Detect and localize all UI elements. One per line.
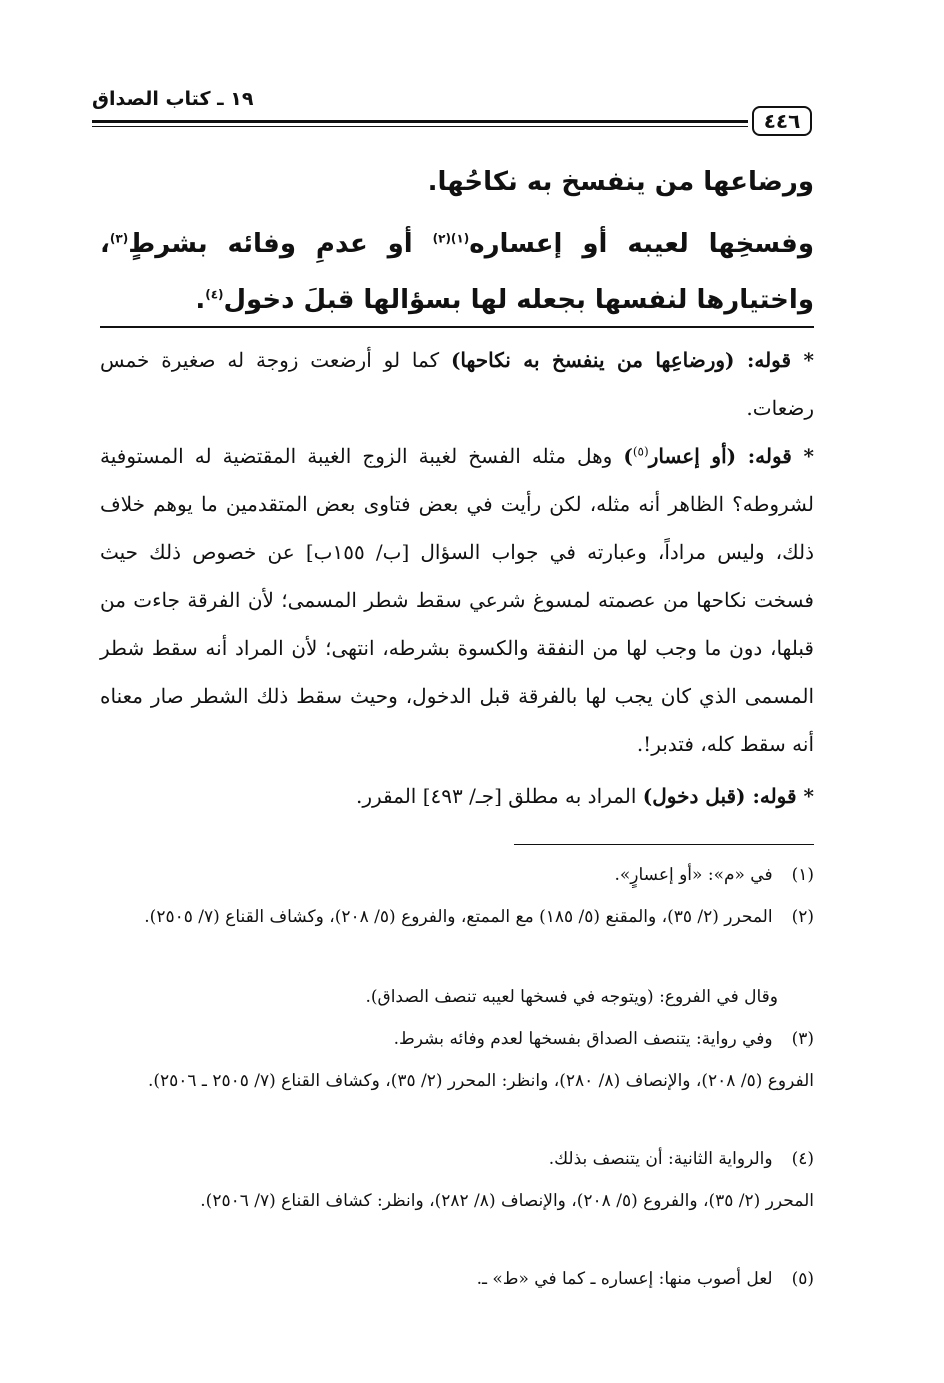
footnote-number: (١) — [791, 865, 814, 885]
commentary-1-text: كما لو أرضعت زوجة له صغيرة خمس رضعات. — [100, 348, 814, 420]
footnote-2-extra — [100, 980, 814, 1014]
footnote-number: (٢) — [791, 907, 814, 927]
page-number-box: ٤٤٦ — [752, 106, 812, 136]
section-divider — [100, 326, 814, 328]
main-text-p1: ورضاعها من ينفسخ به نكاحُها. — [427, 167, 814, 197]
commentary-3-lead: * قوله: (قبل دخول) — [642, 784, 814, 808]
footnote-divider — [514, 844, 814, 845]
main-text-p2-b: أو عدمِ وفائه بشرطٍ — [128, 229, 433, 259]
footnote-ref-5[interactable]: (٥) — [632, 444, 649, 459]
footnote-ref-4[interactable]: (٤) — [205, 287, 224, 302]
header-rule-thin — [92, 126, 748, 127]
commentary-1 — [100, 336, 814, 432]
footnote-2 — [100, 900, 814, 934]
commentary-3-text: المراد به مطلق [جـ/ ٤٩٣] المقرر. — [355, 784, 643, 808]
commentary-2-lead: * قوله: (أو إعسار — [648, 444, 814, 468]
main-text-line-1 — [100, 154, 814, 210]
footnote-text: المحرر (٢/ ٣٥)، والمقنع (٥/ ١٨٥) مع الممتع، والفروع (٥/ ٢٠٨)، وكشاف القناع (٧/ ٢٥٠٥). — [144, 907, 773, 927]
chapter-title: ١٩ ـ كتاب الصداق — [92, 88, 254, 110]
footnote-text: والرواية الثانية: أن يتنصف بذلك. — [548, 1149, 773, 1169]
footnote-text: لعل أصوب منها: إعساره ـ كما في «ط» ـ. — [476, 1269, 773, 1289]
footnote-4-extra — [100, 1184, 814, 1218]
footnote-5 — [100, 1262, 814, 1296]
header-rule — [92, 120, 748, 123]
footnote-extra-text: وقال في الفروع: (ويتوجه في فسخها لعيبه تنصف الصداق). — [365, 987, 778, 1007]
main-text-paragraph-2 — [100, 216, 814, 328]
footnote-number: (٣) — [791, 1029, 814, 1049]
footnote-extra-text: المحرر (٢/ ٣٥)، والفروع (٥/ ٢٠٨)، والإنصاف (٨/ ٢٨٢)، وانظر: كشاف القناع (٧/ ٢٥٠٦). — [200, 1191, 814, 1211]
commentary-2-text: وهل مثله الفسخ لغيبة الزوج الغيبة المقتضية له المستوفية لشروطه؟ الظاهر أنه مثله، لكن رأيت في بعض فتاوى بعض المتقدمين ما يوهم خلاف ذلك، وليس مراداً، وعبارته في جواب السؤال [ب/ ١٥٥ب] عن خصوص ذلك حيث فسخت نكاحها من عصمته لمسوغ شرعي سقط شطر المسمى؛ لأن الفرقة جاءت من قبلها، دون ما وجب لها من النفقة والكسوة بشرطه، انتهى؛ لأن المراد أنه سقط شطر المسمى الذي كان يجب لها بالفرقة قبل الدخول، وحيث سقط ذلك الشطر صار معناه أنه سقط كله، فتدبر!. — [100, 444, 814, 756]
footnote-ref-3[interactable]: (٣) — [109, 231, 129, 246]
footnote-text: في «م»: «أو إعسارٍ». — [614, 865, 773, 885]
footnote-extra-text: الفروع (٥/ ٢٠٨)، والإنصاف (٨/ ٢٨٠)، وانظر: المحرر (٢/ ٣٥)، وكشاف القناع (٧/ ٢٥٠٥ ـ ٢٥٠٦). — [147, 1071, 814, 1091]
footnote-1 — [100, 858, 814, 892]
main-text-p2-a: وفسخِها لعيبه أو إعساره — [469, 229, 814, 259]
commentary-2 — [100, 432, 814, 768]
footnote-number: (٥) — [791, 1269, 814, 1289]
main-text-p2-c: ، واختيارها لنفسها بجعله لها بسؤالها قبلَ دخول — [100, 229, 814, 315]
footnote-number: (٤) — [791, 1149, 814, 1169]
footnote-ref-1-2[interactable]: (١)(٢) — [432, 231, 470, 246]
commentary-1-lead: * قوله: (ورضاعِها من ينفسخ به نكاحها) — [450, 348, 814, 372]
footnote-4 — [100, 1142, 814, 1176]
commentary-2-lead-end: ) — [623, 444, 633, 468]
footnote-text: وفي رواية: يتنصف الصداق بفسخها لعدم وفائه بشرط. — [393, 1029, 773, 1049]
main-text-p2-d: . — [195, 285, 206, 315]
footnote-3-extra — [100, 1064, 814, 1098]
commentary-3 — [100, 772, 814, 820]
footnote-3 — [100, 1022, 814, 1056]
